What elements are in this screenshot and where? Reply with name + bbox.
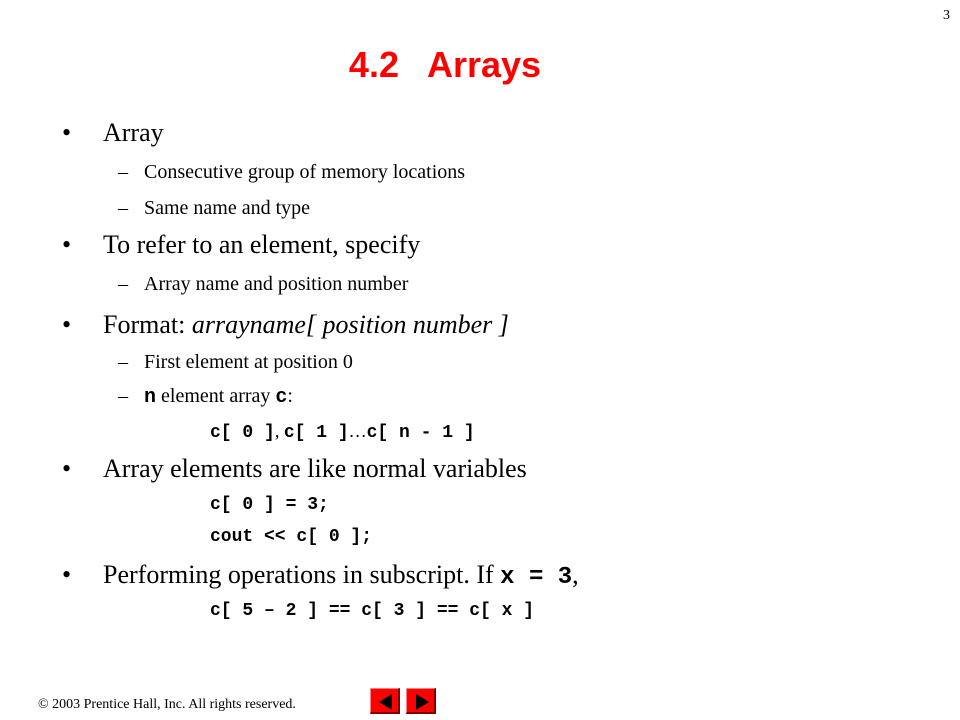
- code-line-cout: cout << c[ 0 ];: [210, 527, 373, 547]
- code-line-elements: [210, 420, 475, 444]
- sub-dash: –: [118, 161, 128, 183]
- sub-bullet-n-element: [118, 384, 293, 410]
- code-n: n: [144, 386, 157, 409]
- code-line-assign: c[ 0 ] = 3;: [210, 495, 329, 515]
- bullet-subscript-label: Performing operations in subscript. If: [103, 560, 501, 589]
- sub-bullet-text: Array name and position number: [144, 273, 409, 295]
- bullet-refer: [62, 230, 420, 260]
- bullet-format-syntax: arrayname[ position number ]: [191, 310, 509, 339]
- next-slide-button[interactable]: [406, 688, 436, 714]
- slide-title: [0, 44, 890, 86]
- bullet-array-label: Array: [103, 118, 164, 147]
- page-number: 3: [943, 8, 950, 23]
- code-c: c: [275, 386, 288, 409]
- code-text: c[ 0 ]: [210, 423, 275, 443]
- triangle-left-icon: [377, 693, 395, 711]
- sub-bullet-text: Consecutive group of memory locations: [144, 161, 466, 183]
- sub-bullet-first-element: [118, 350, 353, 374]
- sub-bullet-text: Same name and type: [144, 197, 311, 219]
- sub-bullet-text: First element at position 0: [144, 351, 353, 373]
- sub-dash: –: [118, 351, 128, 373]
- sub-bullet-consecutive: [118, 160, 465, 184]
- sub-bullet-text: element array: [156, 385, 276, 407]
- bullet-refer-label: To refer to an element, specify: [103, 230, 421, 259]
- bullet-format: [62, 310, 509, 340]
- code-text: c[ 1 ]: [283, 423, 349, 443]
- bullet-dot: •: [62, 454, 72, 483]
- bullet-dot: •: [62, 310, 72, 339]
- bullet-array: [62, 118, 164, 148]
- triangle-right-icon: [413, 693, 431, 711]
- sub-dash: –: [118, 197, 128, 219]
- code-line-subscript: c[ 5 – 2 ] == c[ 3 ] == c[ x ]: [210, 601, 535, 621]
- copyright-text: 2003 Prentice Hall, Inc. All rights reserved.: [48, 697, 296, 712]
- bullet-format-prefix: Format:: [103, 310, 192, 339]
- sub-bullet-colon: :: [287, 385, 293, 407]
- code-inline-x: x = 3: [500, 564, 573, 591]
- sub-bullet-same-name: [118, 196, 310, 220]
- prev-slide-button[interactable]: [370, 688, 400, 714]
- sub-dash: –: [118, 273, 128, 295]
- copyright-footer: [38, 697, 296, 713]
- title-number: 4.2: [348, 44, 399, 85]
- bullet-subscript-end: ,: [572, 560, 579, 589]
- bullet-dot: •: [62, 118, 72, 147]
- code-separator: …: [348, 421, 367, 441]
- bullet-dot: •: [62, 230, 72, 259]
- sub-bullet-array-name: [118, 272, 408, 296]
- bullet-elements: [62, 454, 527, 484]
- code-separator: ,: [274, 421, 284, 441]
- code-text: c[ n - 1 ]: [366, 423, 475, 443]
- bullet-dot: •: [62, 560, 72, 589]
- title-text: Arrays: [426, 44, 542, 85]
- bullet-elements-label: Array elements are like normal variables: [103, 454, 527, 483]
- sub-dash: –: [118, 385, 128, 407]
- bullet-subscript: [62, 560, 579, 593]
- copyright-symbol: ©: [38, 697, 49, 712]
